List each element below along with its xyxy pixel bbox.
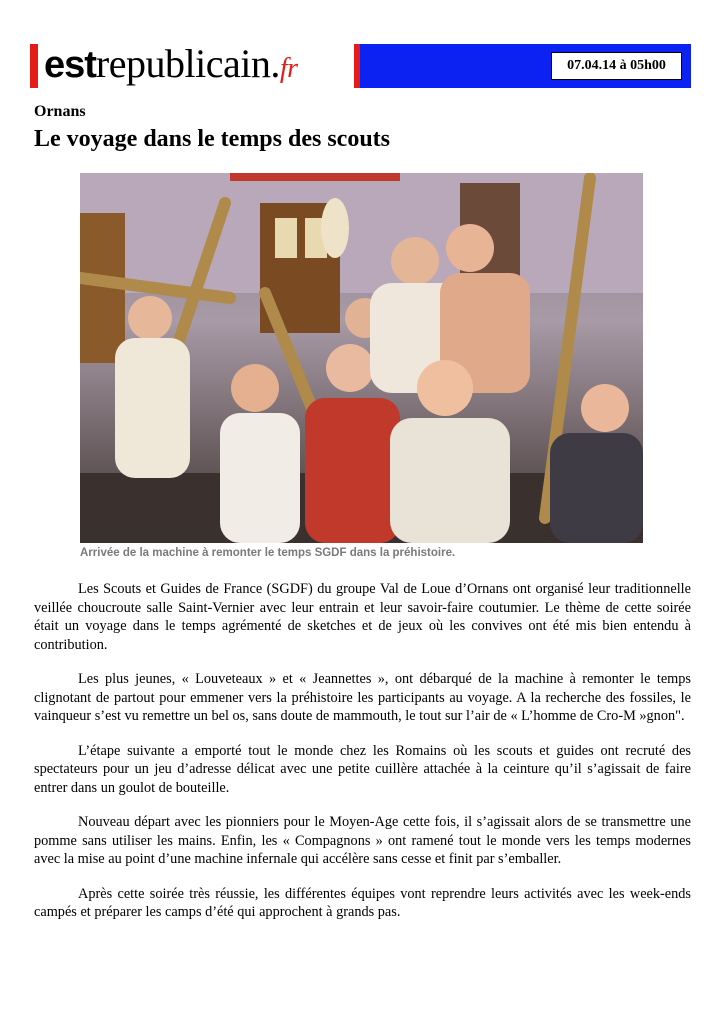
article-section: Ornans: [34, 103, 86, 120]
logo-dot: .: [270, 44, 280, 86]
photo-caption: Arrivée de la machine à remonter le temps SGDF dans la préhistoire.: [80, 547, 456, 559]
article-paragraph: Après cette soirée très réussie, les différentes équipes vont reprendre leurs activités avec les week-ends campés et préparer les camps d’été qui approchent à grands pas.: [34, 885, 691, 920]
article-paragraph: L’étape suivante a emporté tout le monde chez les Romains où les scouts et guides ont recruté des spectateurs pour un jeu d’adresse délicat avec une petite cuillère attachée à la ceinture qu’il s’agissait de faire entrer dans un goulot de bouteille.: [34, 742, 691, 796]
article-body: [34, 580, 691, 938]
logo-fr: fr: [279, 53, 298, 84]
site-logo[interactable]: [30, 44, 360, 88]
photo-illustration: [80, 173, 643, 543]
logo-red-edge: [354, 44, 360, 88]
logo-republicain: republicain: [95, 44, 271, 86]
article-paragraph: Les Scouts et Guides de France (SGDF) du groupe Val de Loue d’Ornans ont organisé leur traditionnelle veillée choucroute salle Saint-Vernier avec leur entrain et leur savoir-faire coutumier. Le thème de cette soirée était un voyage dans le temps agrémenté de sketches et de jeux où les convives ont été mis bien entendu à contribution.: [34, 581, 691, 653]
article-paragraph: Les plus jeunes, « Louveteaux » et « Jeannettes », ont débarqué de la machine à remonter le temps clignotant de partout pour emmener vers la préhistoire les participants au voyage. A la recherche des fossiles, le vainqueur s’est vu remettre un bel os, sans doute de mammouth, le tout sur l’air de « L’homme de Cro-M »gnon".: [34, 671, 691, 724]
logo-est: est: [44, 44, 96, 86]
article-paragraph: Nouveau départ avec les pionniers pour le Moyen-Age cette fois, il s’agissait alors de se transmettre une pomme sans utiliser les mains. Enfin, les « Compagnons » ont ramené tout le monde vers les temps modernes avec la mise au point d’une machine infernale qui accélère sans cesse et finit par s’emballer.: [34, 814, 691, 867]
publication-date: 07.04.14 à 05h00: [551, 52, 682, 80]
article-title: Le voyage dans le temps des scouts: [34, 126, 391, 152]
article-photo: [80, 173, 643, 543]
